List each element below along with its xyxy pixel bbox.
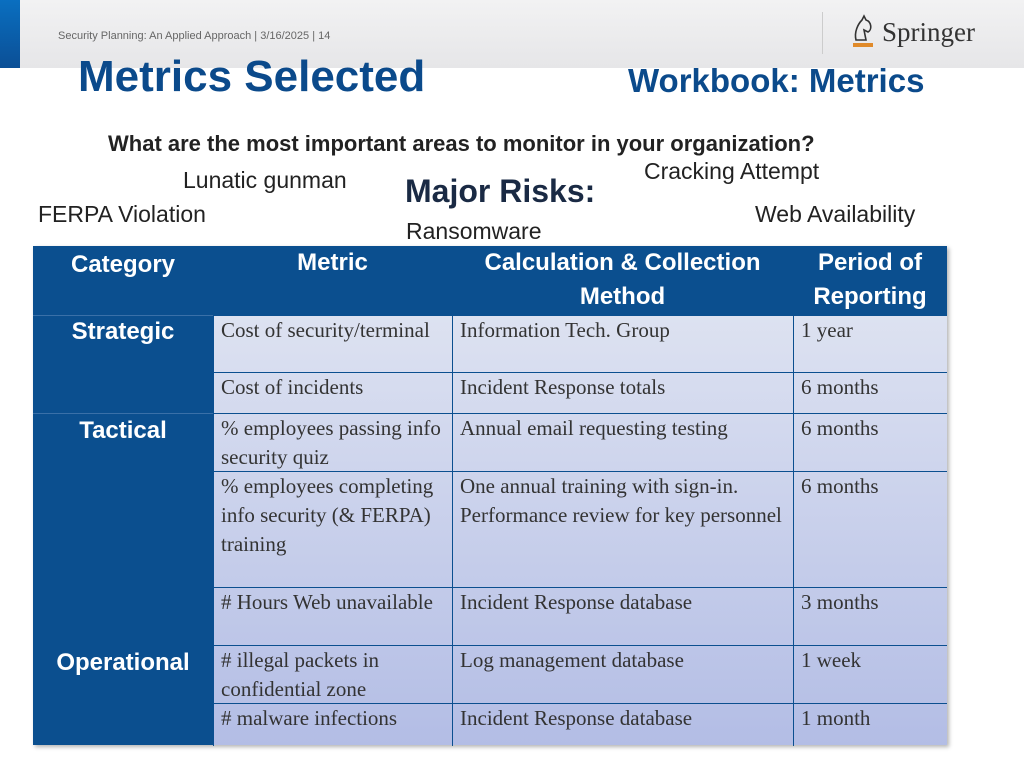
logo-text: Springer <box>882 16 975 47</box>
header-period: Period of Reporting <box>813 249 927 310</box>
table-row <box>213 413 947 472</box>
header-category: Category <box>70 251 176 278</box>
method-cell: Log management database <box>452 646 793 704</box>
metric-cell: # Hours Web unavailable <box>213 588 452 646</box>
period-cell: 1 year <box>793 316 947 373</box>
method-cell: Information Tech. Group <box>452 316 793 373</box>
risk-item: Lunatic gunman <box>183 167 347 193</box>
question: What are the most important areas to monitor in your organization? <box>108 131 815 156</box>
risk-item: Cracking Attempt <box>644 158 820 184</box>
method-cell: Incident Response totals <box>452 373 793 414</box>
major-risks-heading: Major Risks: <box>405 173 596 209</box>
period-cell: 6 months <box>793 472 947 588</box>
divider <box>33 315 213 316</box>
metrics-table <box>33 246 947 745</box>
table-row <box>213 703 947 746</box>
category-operational: Operational <box>56 649 190 676</box>
period-cell: 1 month <box>793 704 947 746</box>
header-method: Calculation & Collection Method <box>484 249 761 310</box>
header-metric: Metric <box>297 249 368 276</box>
divider <box>33 413 213 414</box>
metric-cell: Cost of incidents <box>213 373 452 414</box>
risk-item: Ransomware <box>406 218 542 244</box>
method-cell: One annual training with sign-in. Performance review for key personnel <box>452 472 793 588</box>
slide-footer: Security Planning: An Applied Approach | 3/16/2025 | 14 <box>58 30 331 42</box>
metric-cell: % employees passing info security quiz <box>213 414 452 472</box>
accent-bar <box>0 0 20 68</box>
method-cell: Annual email requesting testing <box>452 414 793 472</box>
divider <box>822 12 823 54</box>
table-row <box>213 372 947 414</box>
metric-cell: % employees completing info security (& FERPA) training <box>213 472 452 588</box>
metric-cell: # illegal packets in confidential zone <box>213 646 452 704</box>
table-body <box>213 315 947 745</box>
metric-cell: # malware infections <box>213 704 452 746</box>
period-cell: 6 months <box>793 414 947 472</box>
period-cell: 3 months <box>793 588 947 646</box>
period-cell: 6 months <box>793 373 947 414</box>
category-strategic: Strategic <box>71 318 175 345</box>
table-row <box>213 315 947 373</box>
page-subtitle: Workbook: Metrics <box>628 62 925 99</box>
table-row <box>213 587 947 646</box>
knight-icon <box>850 14 876 50</box>
metric-cell: Cost of security/terminal <box>213 316 452 373</box>
category-tactical: Tactical <box>79 417 167 444</box>
table-row <box>213 471 947 588</box>
period-cell: 1 week <box>793 646 947 704</box>
springer-logo <box>850 14 975 50</box>
page-title: Metrics Selected <box>78 52 426 101</box>
method-cell: Incident Response database <box>452 588 793 646</box>
table-row <box>213 645 947 704</box>
risk-item: FERPA Violation <box>38 201 206 227</box>
risk-item: Web Availability <box>755 201 916 227</box>
method-cell: Incident Response database <box>452 704 793 746</box>
